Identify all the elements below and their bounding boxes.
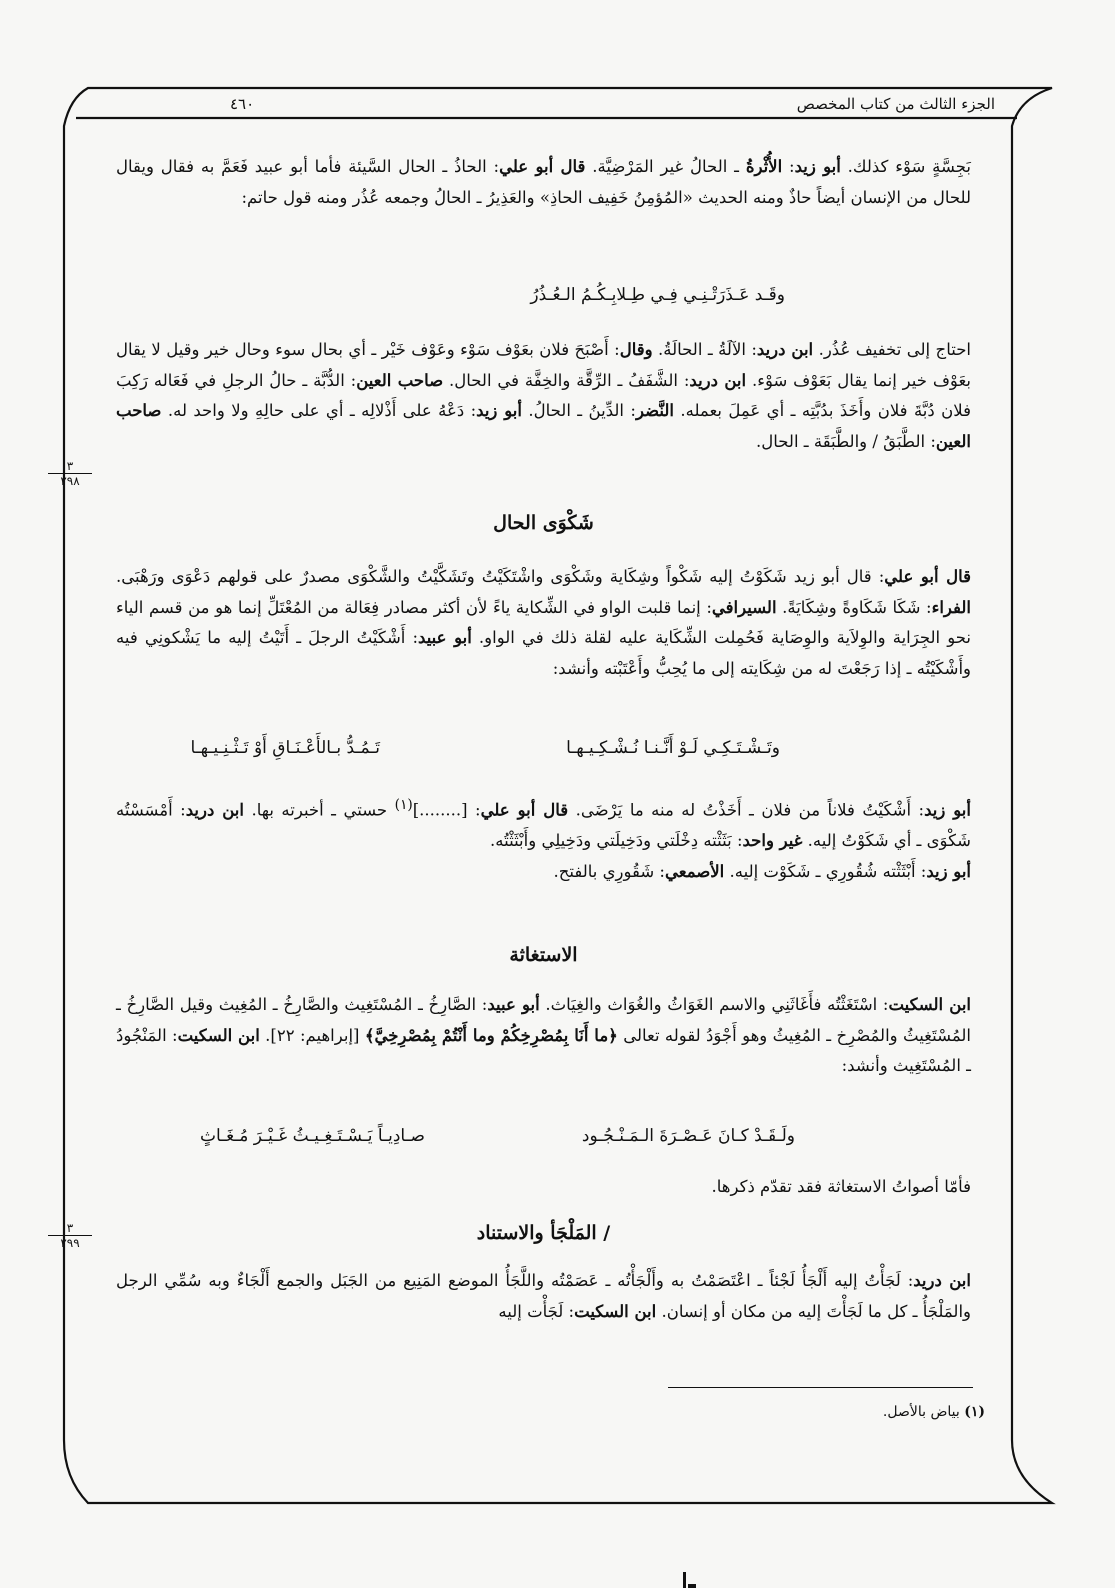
author-name: أبو زيد <box>926 861 971 881</box>
author-name: أبو عبيد <box>487 995 540 1014</box>
paragraph-1: بَجِسَّةٍ سَوْء كذلك. أبو زيد: الأُثْرةُ ـ الحالُ غير المَرْضِيَّة. قال أبو علي: الحاذُ ـ الحال السَّيئة فأما أبو عبيد فَعَمَّ به فقال ويقال للحال من الإنسان أيضاً حاذٌ ومنه الحديث «المُؤمِنُ خَفِيف الحاذِ» والعَذِيرُ ـ الحالُ وجمعه عُذُر ومنه قول حاتم: <box>116 157 971 207</box>
quran-quote: ﴿ما أَنَا بِمُصْرِخِكُمْ وما أَنْتُمْ بِمُصْرِخِيَّ﴾ <box>364 1025 618 1045</box>
author-name: النَّضر <box>635 401 674 420</box>
author-name: غير واحد <box>742 831 803 850</box>
author-name: ابن السكيت <box>177 1025 260 1045</box>
footnote-rule <box>668 1387 973 1388</box>
author-name: صاحب العين <box>356 370 444 390</box>
headword: الأُثْرةُ <box>745 157 783 176</box>
author-name: ابن دريد <box>913 1271 971 1290</box>
author-name: الفراء <box>931 597 971 617</box>
paragraph-5: ابن السكيت: اسْتَغَثْتُه فأَغَاثَنِي والاسم الغَوَاثُ والغُوَاث والغِيَاث. أبو عبيد: الصَّارِخُ ـ المُسْتَغِيث والصَّارِخُ ـ المُغِيث وقيل الصَّارِخُ ـ المُسْتَغِيثُ والمُصْرِخ ـ المُغِيثُ وهو أَجْوَدُ لقوله تعالى ﴿ما أَنَا بِمُصْرِخِكُمْ وما أَنْتُمْ بِمُصْرِخِيَّ﴾ [إبراهيم: ٢٢]. ابن السكيت: المَنْجُودُ ـ المُسْتَغِيث وأنشد: <box>116 995 972 1075</box>
section-heading-complaint: شَكْوَى الحال <box>493 512 594 534</box>
author-name: ابن دريد <box>185 800 244 820</box>
section-heading-refuge: / المَلْجَأ والاستناد <box>476 1222 611 1244</box>
author-name: أبو عبيد <box>418 628 472 647</box>
author-name: أبو زيد <box>794 157 841 176</box>
paragraph-6: فأمّا أصواتُ الاستغاثة فقد تقدّم ذكرها. <box>711 1177 971 1196</box>
verse-2-hemistich-1: تَـمُـدُّ بـالأَعْـنَـاقِ أَوْ تَـثْـنِـيـهـا <box>190 738 380 758</box>
author-name: قال أبو علي <box>499 157 586 176</box>
paragraph-7: ابن دريد: لَجَأْتُ إليه أَلْجَأُ لَجْئاً ـ اعْتَصَمْتُ به وأَلْجَأْتُه ـ عَصَمْتُه واللَّجَأُ الموضع المَنِيع من الجَبَل والجمع أَلْجَاءٌ وبه سُمِّي الرجل والمَلْجَأُ ـ كل ما لَجَأْتَ إليه من مكان أو إنسان. ابن السكيت: لَجَأْت إليه <box>116 1271 971 1321</box>
paragraph-2: احتاج إلى تخفيف عُذُر. ابن دريد: الآلَةُ ـ الحالَةُ. وقال: أَصْبَحَ فلان بعَوْف سَوْء وعَوْف خَيْر ـ أي بحال سوء وحال خير وقيل لا يقال بعَوْف خير إنما يقال بَعَوْف سَوْء. ابن دريد: الشَّفَفُ ـ الرِّقَّة والخِفَّة في الحال. صاحب العين: الدُّبَّة ـ حالُ الرجلِ في فَعَاله رَكِبَ فلان دُبَّةَ فلان وأَخَذَ بدُبَّتِه ـ أي عَمِلَ بعمله. النَّضر: الدِّينُ ـ الحالُ. أبو زيد: دَعْهُ على أَذْلالِه ـ أي على حالِهِ ولا واحد له. صاحب العين: الطَّبَقُ / والطَّبَقَة ـ الحال. <box>116 340 971 451</box>
author-name: أبو زيد <box>476 401 522 420</box>
margin-page-ref-298: ٣ ٢٩٨ <box>48 460 92 487</box>
verse-3-hemistich-2: ولَـقَـدْ كـانَ عَـصْـرَةَ الـمَـنْـجُـود <box>581 1126 795 1146</box>
section-heading-istighatha: الاستغاثة <box>509 944 578 966</box>
author-name: وقال <box>619 340 653 359</box>
author-name: قال أبو علي <box>884 567 971 586</box>
author-name: صاحب العين <box>116 401 971 451</box>
running-header-title: الجزء الثالث من كتاب المخصص <box>796 95 995 113</box>
author-name: السيرافي <box>711 597 777 617</box>
verse-3-hemistich-1: صـادِيـاً يَـسْـتَـغِـيـثُ غَـيْـرَ مُـغَـاثٍ <box>199 1126 425 1146</box>
scan-mark <box>688 1584 696 1588</box>
author-name: الأصمعي <box>664 861 725 881</box>
author-name: قال أبو علي <box>480 800 569 820</box>
page-number: ٤٦٠ <box>230 95 255 113</box>
footnote-ref: (١) <box>394 797 413 813</box>
footnote-number: (١) <box>964 1404 985 1420</box>
verse-2-hemistich-2: وتَـشْـتَـكِـي لَـوْ أَنَّـنـا نُـشْـكِـيـهـا <box>566 738 780 758</box>
author-name: ابن السكيت <box>574 1301 657 1321</box>
author-name: أبو زيد <box>924 800 971 820</box>
paragraph-4: أبو زيد: أَشْكَيْتُ فلاناً من فلان ـ أَخَذْتُ له منه ما يَرْضَى. قال أبو علي: [........]$^{(١)}$ حستي ـ أخبرته بها. ابن دريد: أَمْسَسْتُه شَكْوَى ـ أي شَكَوْتُ إليه. غير واحد: بَثَثْته دِخْلَتي ودَخِيلَتي ودَخِيلِي وأَبْثَثْتُه. أبو زيد: أَبْثَثْته شُقُورِي ـ شَكَوْت إليه. الأصمعي: شَقُورِي بالفتح. <box>116 797 971 881</box>
author-name: ابن دريد <box>689 370 747 390</box>
scan-mark <box>683 1572 686 1588</box>
author-name: ابن دريد <box>756 340 814 359</box>
margin-page-ref-299: ٣ ٢٩٩ <box>48 1222 92 1249</box>
paragraph-3: قال أبو علي: قال أبو زيد شَكَوْتُ إليه شَكْواً وشِكَاية وشَكْوَى واشْتَكَيْتُ وتَشَكَّيْتُ والشَّكْوَى مصدرٌ على قولهم دَعْوَى ورَهْبَى. الفراء: شَكَا شَكَاوةً وشِكَايَةً. السيرافي: إنما قلبت الواو في الشِّكاية ياءً لأن أكثر مصادر فِعَالة من المُعْتَلِّ إنما هو من قسم الياء نحو الجِرَاية والوِلاَية والوِصَاية فَحُمِلت الشِّكَاية عليه لقلة ذلك في الواو. أبو عبيد: أَشْكَيْتُ الرجلَ ـ أَتَيْتُ إليه ما يَشْكونِي فيه وأَشْكَيْتُه ـ إذا رَجَعْتَ له من شِكَايته إلى ما يُحِبُّ وأَعْتَبْته وأنشد: <box>116 567 971 678</box>
author-name: ابن السكيت <box>888 995 972 1014</box>
footnote-text: بياض بالأصل. <box>882 1404 960 1420</box>
footnote <box>883 1404 985 1420</box>
verse-line-1: وقَـد عَـذَرَتْـنِـي فِـي طِـلابِـكُـمُ الـعُـذُرُ <box>530 285 785 305</box>
